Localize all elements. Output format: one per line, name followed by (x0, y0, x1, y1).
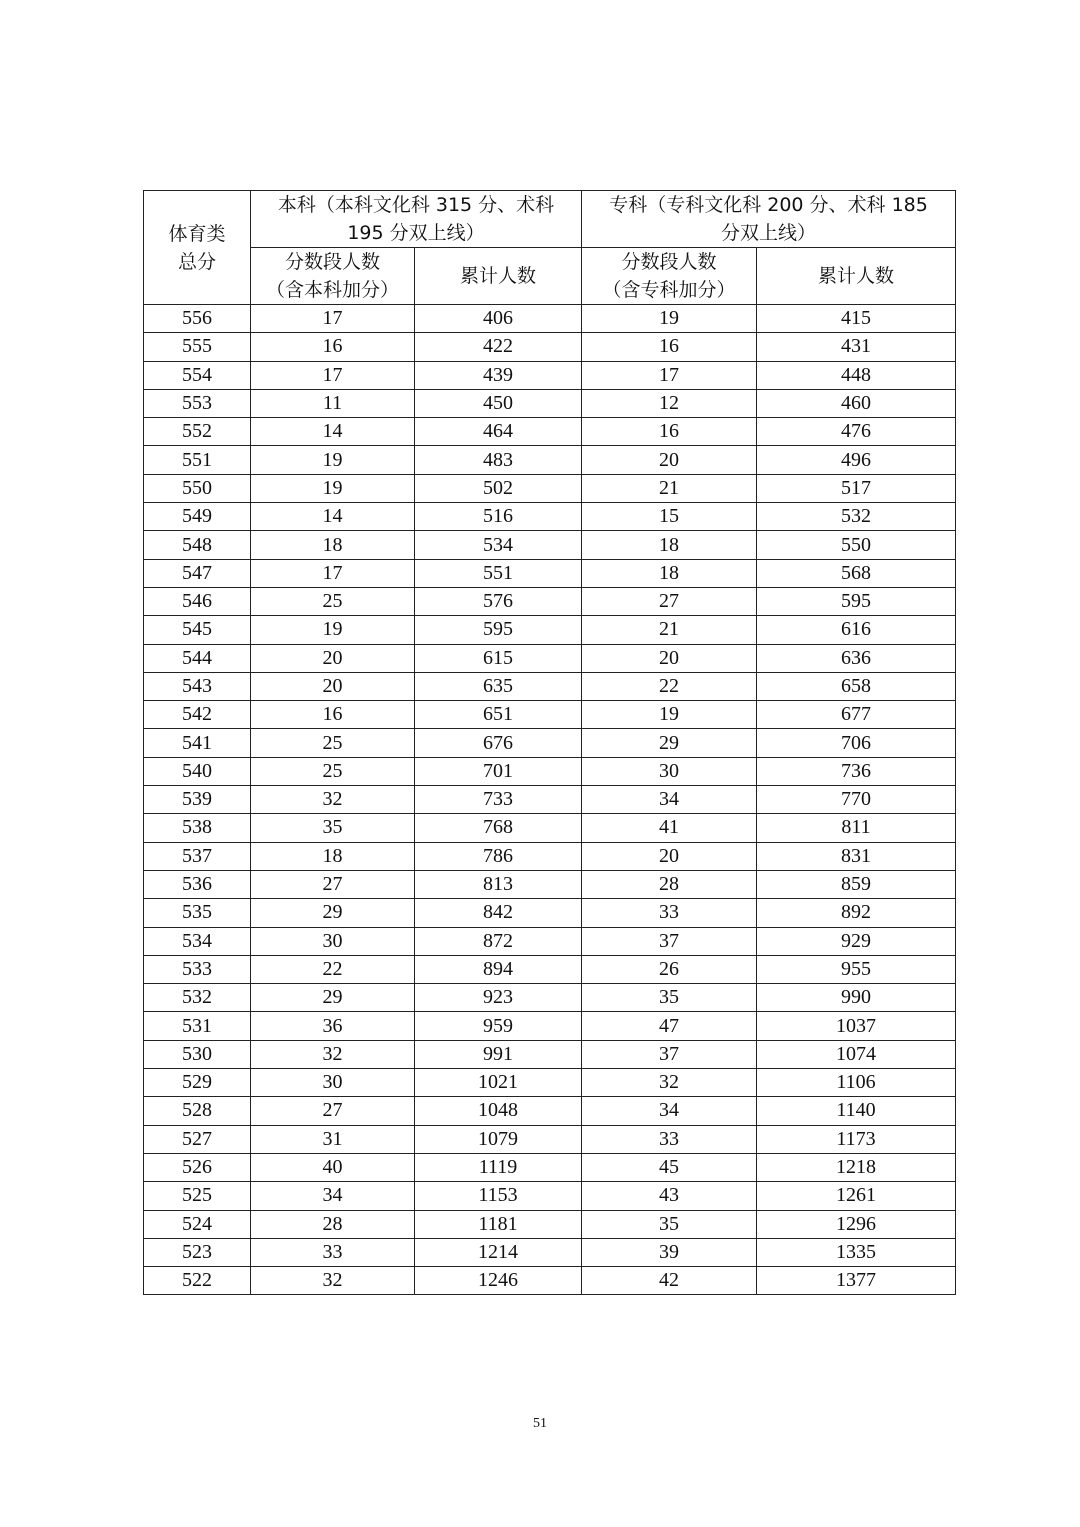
zhuanke-cumulative-cell: 517 (757, 474, 956, 502)
table-row (144, 870, 956, 898)
zhuanke-cumulative-cell: 476 (757, 418, 956, 446)
benke-cumulative-cell: 1181 (415, 1210, 582, 1238)
benke-cumulative-cell: 786 (415, 842, 582, 870)
table-row (144, 1125, 956, 1153)
total-score-cell: 551 (144, 446, 251, 474)
total-score-cell: 539 (144, 786, 251, 814)
benke-segment-count-cell: 16 (251, 701, 415, 729)
benke-cumulative-cell: 450 (415, 389, 582, 417)
total-score-cell: 550 (144, 474, 251, 502)
zhuanke-segment-count-cell: 22 (582, 672, 757, 700)
page-number: 51 (533, 1416, 547, 1431)
table-row (144, 587, 956, 615)
header-total-score (144, 191, 251, 305)
benke-cumulative-cell: 615 (415, 644, 582, 672)
zhuanke-segment-count-cell: 12 (582, 389, 757, 417)
benke-cumulative-cell: 1246 (415, 1267, 582, 1295)
zhuanke-cumulative-cell: 811 (757, 814, 956, 842)
zhuanke-segment-count-cell: 45 (582, 1153, 757, 1181)
table-row (144, 1267, 956, 1295)
benke-segment-count-cell: 22 (251, 955, 415, 983)
zhuanke-segment-count-cell: 34 (582, 786, 757, 814)
zhuanke-cumulative-cell: 1296 (757, 1210, 956, 1238)
benke-cumulative-cell: 991 (415, 1040, 582, 1068)
table-row (144, 1210, 956, 1238)
benke-cumulative-cell: 894 (415, 955, 582, 983)
benke-cumulative-cell: 1048 (415, 1097, 582, 1125)
benke-segment-count-cell: 40 (251, 1153, 415, 1181)
total-score-cell: 553 (144, 389, 251, 417)
table-row (144, 559, 956, 587)
zhuanke-segment-count-cell: 47 (582, 1012, 757, 1040)
zhuanke-cumulative-cell: 1106 (757, 1069, 956, 1097)
benke-segment-count-cell: 27 (251, 870, 415, 898)
zhuanke-cumulative-cell: 568 (757, 559, 956, 587)
table-row (144, 786, 956, 814)
total-score-cell: 522 (144, 1267, 251, 1295)
benke-segment-count-cell: 19 (251, 474, 415, 502)
zhuanke-segment-count-cell: 42 (582, 1267, 757, 1295)
benke-cumulative-cell: 483 (415, 446, 582, 474)
zhuanke-segment-count-cell: 20 (582, 446, 757, 474)
total-score-cell: 528 (144, 1097, 251, 1125)
benke-cumulative-cell: 872 (415, 927, 582, 955)
header-zhuanke-line1: 专科（专科文化科 200 分、术科 185 (609, 194, 928, 216)
benke-cumulative-cell: 1119 (415, 1153, 582, 1181)
zhuanke-cumulative-cell: 550 (757, 531, 956, 559)
total-score-cell: 529 (144, 1069, 251, 1097)
table-row (144, 1238, 956, 1266)
zhuanke-segment-count-cell: 17 (582, 361, 757, 389)
total-score-cell: 531 (144, 1012, 251, 1040)
benke-segment-count-cell: 33 (251, 1238, 415, 1266)
benke-segment-count-cell: 18 (251, 531, 415, 559)
total-score-cell: 534 (144, 927, 251, 955)
zhuanke-cumulative-cell: 706 (757, 729, 956, 757)
zhuanke-cumulative-cell: 1074 (757, 1040, 956, 1068)
zhuanke-cumulative-cell: 532 (757, 503, 956, 531)
benke-segment-count-cell: 25 (251, 587, 415, 615)
zhuanke-segment-count-cell: 34 (582, 1097, 757, 1125)
zhuanke-cumulative-cell: 496 (757, 446, 956, 474)
table-row (144, 361, 956, 389)
zhuanke-segment-count-cell: 19 (582, 701, 757, 729)
zhuanke-cumulative-cell: 831 (757, 842, 956, 870)
benke-cumulative-cell: 923 (415, 984, 582, 1012)
zhuanke-segment-count-cell: 20 (582, 644, 757, 672)
header-zhuanke-segment-line1: 分数段人数 (621, 251, 717, 273)
table-row (144, 305, 956, 333)
total-score-cell: 556 (144, 305, 251, 333)
zhuanke-cumulative-cell: 990 (757, 984, 956, 1012)
benke-cumulative-cell: 676 (415, 729, 582, 757)
table-row (144, 1012, 956, 1040)
benke-cumulative-cell: 1214 (415, 1238, 582, 1266)
table-row (144, 672, 956, 700)
zhuanke-segment-count-cell: 43 (582, 1182, 757, 1210)
zhuanke-segment-count-cell: 21 (582, 616, 757, 644)
benke-segment-count-cell: 27 (251, 1097, 415, 1125)
table-row (144, 1153, 956, 1181)
zhuanke-segment-count-cell: 18 (582, 531, 757, 559)
table-row (144, 333, 956, 361)
benke-segment-count-cell: 34 (251, 1182, 415, 1210)
table-row (144, 757, 956, 785)
total-score-cell: 525 (144, 1182, 251, 1210)
benke-segment-count-cell: 35 (251, 814, 415, 842)
zhuanke-segment-count-cell: 28 (582, 870, 757, 898)
benke-cumulative-cell: 464 (415, 418, 582, 446)
benke-segment-count-cell: 29 (251, 899, 415, 927)
total-score-cell: 532 (144, 984, 251, 1012)
benke-segment-count-cell: 17 (251, 361, 415, 389)
total-score-cell: 547 (144, 559, 251, 587)
benke-cumulative-cell: 959 (415, 1012, 582, 1040)
benke-cumulative-cell: 576 (415, 587, 582, 615)
table-row (144, 503, 956, 531)
table-row (144, 418, 956, 446)
zhuanke-cumulative-cell: 595 (757, 587, 956, 615)
zhuanke-segment-count-cell: 18 (582, 559, 757, 587)
zhuanke-cumulative-cell: 460 (757, 389, 956, 417)
zhuanke-cumulative-cell: 677 (757, 701, 956, 729)
benke-segment-count-cell: 31 (251, 1125, 415, 1153)
zhuanke-segment-count-cell: 26 (582, 955, 757, 983)
zhuanke-cumulative-cell: 1037 (757, 1012, 956, 1040)
table-row (144, 389, 956, 417)
header-benke-segment-line2: （含本科加分） (265, 279, 399, 301)
benke-segment-count-cell: 30 (251, 927, 415, 955)
total-score-cell: 524 (144, 1210, 251, 1238)
benke-segment-count-cell: 32 (251, 1040, 415, 1068)
zhuanke-cumulative-cell: 448 (757, 361, 956, 389)
zhuanke-cumulative-cell: 859 (757, 870, 956, 898)
table-row (144, 531, 956, 559)
header-benke (251, 191, 582, 248)
total-score-cell: 536 (144, 870, 251, 898)
zhuanke-cumulative-cell: 736 (757, 757, 956, 785)
table-row (144, 1182, 956, 1210)
table-row (144, 814, 956, 842)
zhuanke-cumulative-cell: 415 (757, 305, 956, 333)
total-score-cell: 533 (144, 955, 251, 983)
zhuanke-cumulative-cell: 431 (757, 333, 956, 361)
total-score-cell: 530 (144, 1040, 251, 1068)
zhuanke-segment-count-cell: 39 (582, 1238, 757, 1266)
benke-segment-count-cell: 29 (251, 984, 415, 1012)
benke-cumulative-cell: 842 (415, 899, 582, 927)
benke-segment-count-cell: 30 (251, 1069, 415, 1097)
header-zhuanke-cumulative: 累计人数 (757, 248, 956, 305)
zhuanke-segment-count-cell: 20 (582, 842, 757, 870)
zhuanke-segment-count-cell: 29 (582, 729, 757, 757)
zhuanke-cumulative-cell: 1218 (757, 1153, 956, 1181)
zhuanke-segment-count-cell: 27 (582, 587, 757, 615)
zhuanke-segment-count-cell: 33 (582, 899, 757, 927)
table-row (144, 984, 956, 1012)
benke-segment-count-cell: 14 (251, 418, 415, 446)
benke-cumulative-cell: 1079 (415, 1125, 582, 1153)
total-score-cell: 535 (144, 899, 251, 927)
table-row (144, 899, 956, 927)
total-score-cell: 549 (144, 503, 251, 531)
table-row (144, 1097, 956, 1125)
benke-segment-count-cell: 18 (251, 842, 415, 870)
total-score-cell: 548 (144, 531, 251, 559)
table-row (144, 729, 956, 757)
header-zhuanke-line2: 分双上线） (721, 222, 817, 244)
benke-cumulative-cell: 1021 (415, 1069, 582, 1097)
zhuanke-cumulative-cell: 658 (757, 672, 956, 700)
benke-segment-count-cell: 19 (251, 616, 415, 644)
zhuanke-cumulative-cell: 1335 (757, 1238, 956, 1266)
benke-segment-count-cell: 20 (251, 644, 415, 672)
total-score-cell: 555 (144, 333, 251, 361)
total-score-cell: 538 (144, 814, 251, 842)
header-benke-line1: 本科（本科文化科 315 分、术科 (277, 194, 555, 216)
benke-cumulative-cell: 516 (415, 503, 582, 531)
zhuanke-segment-count-cell: 16 (582, 333, 757, 361)
benke-cumulative-cell: 813 (415, 870, 582, 898)
zhuanke-segment-count-cell: 33 (582, 1125, 757, 1153)
benke-segment-count-cell: 25 (251, 729, 415, 757)
total-score-cell: 546 (144, 587, 251, 615)
table-row (144, 701, 956, 729)
zhuanke-segment-count-cell: 32 (582, 1069, 757, 1097)
benke-segment-count-cell: 20 (251, 672, 415, 700)
benke-cumulative-cell: 406 (415, 305, 582, 333)
benke-segment-count-cell: 19 (251, 446, 415, 474)
table-row (144, 474, 956, 502)
zhuanke-segment-count-cell: 37 (582, 1040, 757, 1068)
table-row (144, 1069, 956, 1097)
zhuanke-cumulative-cell: 1377 (757, 1267, 956, 1295)
zhuanke-cumulative-cell: 1140 (757, 1097, 956, 1125)
benke-cumulative-cell: 1153 (415, 1182, 582, 1210)
table-row (144, 927, 956, 955)
total-score-cell: 544 (144, 644, 251, 672)
table-body (144, 305, 956, 1295)
benke-cumulative-cell: 768 (415, 814, 582, 842)
zhuanke-cumulative-cell: 616 (757, 616, 956, 644)
table-row (144, 1040, 956, 1068)
zhuanke-segment-count-cell: 41 (582, 814, 757, 842)
header-zhuanke-segment-line2: （含专科加分） (602, 279, 736, 301)
header-zhuanke-segment-count (582, 248, 757, 305)
benke-cumulative-cell: 635 (415, 672, 582, 700)
table-row (144, 446, 956, 474)
table-row (144, 616, 956, 644)
total-score-cell: 540 (144, 757, 251, 785)
benke-segment-count-cell: 36 (251, 1012, 415, 1040)
zhuanke-segment-count-cell: 15 (582, 503, 757, 531)
total-score-cell: 541 (144, 729, 251, 757)
benke-segment-count-cell: 32 (251, 1267, 415, 1295)
score-distribution-table (143, 190, 956, 1295)
benke-cumulative-cell: 422 (415, 333, 582, 361)
benke-cumulative-cell: 551 (415, 559, 582, 587)
benke-segment-count-cell: 16 (251, 333, 415, 361)
total-score-cell: 527 (144, 1125, 251, 1153)
header-zhuanke (582, 191, 956, 248)
zhuanke-segment-count-cell: 19 (582, 305, 757, 333)
benke-segment-count-cell: 32 (251, 786, 415, 814)
benke-segment-count-cell: 14 (251, 503, 415, 531)
zhuanke-cumulative-cell: 892 (757, 899, 956, 927)
table-row (144, 955, 956, 983)
total-score-cell: 543 (144, 672, 251, 700)
header-total-score-line2: 总分 (177, 250, 216, 273)
benke-cumulative-cell: 701 (415, 757, 582, 785)
zhuanke-segment-count-cell: 35 (582, 1210, 757, 1238)
zhuanke-cumulative-cell: 929 (757, 927, 956, 955)
total-score-cell: 526 (144, 1153, 251, 1181)
total-score-cell: 552 (144, 418, 251, 446)
zhuanke-cumulative-cell: 770 (757, 786, 956, 814)
header-total-score-line1: 体育类 (168, 222, 226, 245)
table-row (144, 842, 956, 870)
zhuanke-cumulative-cell: 1261 (757, 1182, 956, 1210)
header-benke-line2: 195 分双上线） (347, 222, 485, 244)
header-benke-cumulative: 累计人数 (415, 248, 582, 305)
benke-segment-count-cell: 17 (251, 305, 415, 333)
benke-cumulative-cell: 439 (415, 361, 582, 389)
zhuanke-segment-count-cell: 21 (582, 474, 757, 502)
total-score-cell: 523 (144, 1238, 251, 1266)
total-score-cell: 554 (144, 361, 251, 389)
total-score-cell: 537 (144, 842, 251, 870)
zhuanke-segment-count-cell: 16 (582, 418, 757, 446)
benke-segment-count-cell: 17 (251, 559, 415, 587)
header-benke-segment-line1: 分数段人数 (284, 251, 380, 273)
zhuanke-cumulative-cell: 636 (757, 644, 956, 672)
total-score-cell: 542 (144, 701, 251, 729)
benke-cumulative-cell: 534 (415, 531, 582, 559)
header-benke-segment-count (251, 248, 415, 305)
benke-segment-count-cell: 11 (251, 389, 415, 417)
benke-cumulative-cell: 651 (415, 701, 582, 729)
zhuanke-cumulative-cell: 955 (757, 955, 956, 983)
zhuanke-segment-count-cell: 35 (582, 984, 757, 1012)
benke-segment-count-cell: 25 (251, 757, 415, 785)
zhuanke-segment-count-cell: 30 (582, 757, 757, 785)
benke-cumulative-cell: 595 (415, 616, 582, 644)
zhuanke-cumulative-cell: 1173 (757, 1125, 956, 1153)
benke-cumulative-cell: 502 (415, 474, 582, 502)
total-score-cell: 545 (144, 616, 251, 644)
table-row (144, 644, 956, 672)
zhuanke-segment-count-cell: 37 (582, 927, 757, 955)
benke-cumulative-cell: 733 (415, 786, 582, 814)
benke-segment-count-cell: 28 (251, 1210, 415, 1238)
